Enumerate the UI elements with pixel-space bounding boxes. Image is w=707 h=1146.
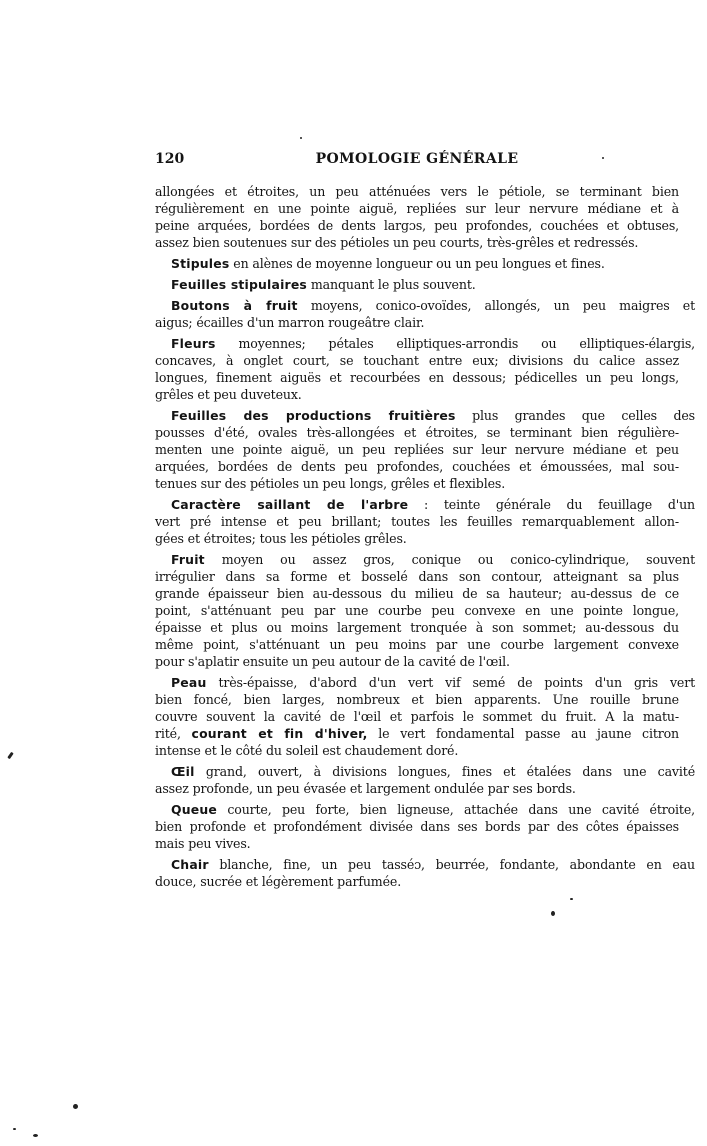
text-line — [155, 475, 679, 492]
paragraph-keyword: Queue — [171, 802, 217, 817]
scan-speck — [7, 752, 13, 759]
text-line — [155, 335, 695, 352]
line-text: courte, peu forte, bien ligneuse, attachée dans une cavité étroite, — [216, 802, 695, 817]
paragraph — [155, 551, 695, 670]
scan-speck — [570, 898, 573, 900]
line-text: très-épaisse, d'abord d'un vert vif semé de points d'un gris vert — [206, 675, 695, 690]
line-text: mais peu vives. — [155, 836, 251, 851]
text-line — [155, 200, 679, 217]
scan-speck — [13, 1128, 16, 1130]
line-text: épaisse et plus ou moins largement tronquée à son sommet; au-dessous du — [155, 620, 679, 635]
page-number: 120 — [155, 151, 185, 167]
body-text — [155, 183, 695, 890]
text-line — [155, 763, 695, 780]
line-text: menten une pointe aiguë, un peu repliées sur leur nervure médiane et peu — [155, 442, 679, 457]
paragraph — [155, 856, 695, 890]
line-text: douce, sucrée et légèrement parfumée. — [155, 874, 402, 889]
line-text: allongées et étroites, un peu atténuées vers le pétiole, se terminant bien — [155, 184, 679, 199]
scan-speck — [73, 1104, 78, 1109]
paragraph-keyword: Feuilles stipulaires — [171, 277, 308, 292]
line-text: irrégulier dans sa forme et bosselé dans son contour, atteignant sa plus — [155, 569, 679, 584]
text-line — [155, 183, 679, 200]
line-text: moyennes; pétales elliptiques-arrondis ou elliptiques-élargis, — [215, 336, 695, 351]
paragraph-keyword: Fruit — [171, 552, 205, 567]
paragraph — [155, 674, 695, 759]
line-text: aigus; écailles d'un marron rougeâtre clair. — [155, 315, 425, 330]
text-line — [155, 276, 695, 293]
text-line — [155, 818, 679, 835]
paragraph-keyword: Caractère saillant de l'arbre — [171, 497, 409, 512]
paragraph — [155, 335, 695, 403]
scan-speck — [551, 911, 555, 916]
line-text: bien profonde et profondément divisée dans ses bords par des côtes épaisses — [155, 819, 679, 834]
line-text: en alènes de moyenne longueur ou un peu longues et fines. — [229, 256, 605, 271]
paragraph — [155, 496, 695, 547]
scan-speck — [602, 157, 604, 159]
line-text: moyen ou assez gros, conique ou conico-cylindrique, souvent — [204, 552, 695, 567]
text-line — [155, 234, 679, 251]
text-line — [155, 674, 695, 691]
text-line — [155, 725, 679, 742]
inline-bold-text: courant et fin d'hiver, — [191, 726, 368, 741]
paragraph-keyword: Œil — [171, 764, 195, 779]
paragraph-keyword: Chair — [171, 857, 209, 872]
line-text: grand, ouvert, à divisions longues, fines et étalées dans une cavité — [194, 764, 695, 779]
text-line — [155, 551, 695, 568]
line-text: bien foncé, bien larges, nombreux et bien apparents. Une rouille brune — [155, 692, 679, 707]
line-text: concaves, à onglet court, se touchant entre eux; divisions du calice assez — [155, 353, 679, 368]
scan-speck — [300, 137, 302, 139]
line-text: peine arquées, bordées de dents largɔs, peu profondes, couchées et obtuses, — [155, 218, 679, 233]
line-text: régulièrement en une pointe aiguë, repliées sur leur nervure médiane et à — [155, 201, 679, 216]
line-text: même point, s'atténuant un peu moins par une courbe largement convexe — [155, 637, 679, 652]
paragraph-keyword: Fleurs — [171, 336, 216, 351]
text-line — [155, 297, 695, 314]
text-line — [155, 217, 679, 234]
text-line — [155, 458, 679, 475]
text-line — [155, 255, 695, 272]
line-text: moyens, conico-ovoïdes, allongés, un peu maigres et — [297, 298, 695, 313]
text-line — [155, 856, 695, 873]
line-text: : teinte générale du feuillage d'un — [408, 497, 695, 512]
text-line — [155, 530, 679, 547]
line-text: arquées, bordées de dents peu profondes, couchées et émoussées, mal sou- — [155, 459, 679, 474]
text-line — [155, 602, 679, 619]
text-line — [155, 619, 679, 636]
line-text: assez profonde, un peu évasée et largement ondulée par ses bords. — [155, 781, 576, 796]
paragraph-keyword: Stipules — [171, 256, 230, 271]
paragraph — [155, 407, 695, 492]
paragraph — [155, 183, 679, 251]
line-text: rité, — [155, 726, 192, 741]
text-line — [155, 424, 679, 441]
line-text: grêles et peu duveteux. — [155, 387, 302, 402]
line-text: blanche, fine, un peu tasséɔ, beurrée, fondante, abondante en eau — [208, 857, 695, 872]
text-line — [155, 873, 679, 890]
line-text: le vert fondamental passe au jaune citron — [367, 726, 680, 741]
paragraph-keyword: Peau — [171, 675, 207, 690]
line-text: plus grandes que celles des — [455, 408, 695, 423]
text-line — [155, 636, 679, 653]
text-line — [155, 568, 679, 585]
line-text: manquant le plus souvent. — [307, 277, 476, 292]
line-text: pousses d'été, ovales très-allongées et étroites, se terminant bien régulière- — [155, 425, 679, 440]
line-text: tenues sur des pétioles un peu longs, grêles et flexibles. — [155, 476, 506, 491]
text-line — [155, 780, 679, 797]
line-text: assez bien soutenues sur des pétioles un peu courts, très-grêles et redressés. — [155, 235, 639, 250]
text-line — [155, 835, 679, 852]
paragraph — [155, 297, 695, 331]
text-line — [155, 708, 679, 725]
line-text: pour s'aplatir ensuite un peu autour de la cavité de l'œil. — [155, 654, 510, 669]
running-title: POMOLOGIE GÉNÉRALE — [315, 151, 519, 167]
text-line — [155, 352, 679, 369]
paragraph — [155, 255, 679, 272]
line-text: point, s'atténuant peu par une courbe peu convexe en une pointe longue, — [155, 603, 679, 618]
paragraph-keyword: Feuilles des productions fruitières — [171, 408, 456, 423]
text-line — [155, 513, 679, 530]
paragraph — [155, 763, 695, 797]
text-line — [155, 407, 695, 424]
paragraph — [155, 801, 695, 852]
line-text: intense et le côté du soleil est chaudement doré. — [155, 743, 459, 758]
text-line — [155, 585, 679, 602]
line-text: longues, finement aiguës et recourbées en dessous; pédicelles un peu longs, — [155, 370, 679, 385]
line-text: couvre souvent la cavité de l'œil et parfois le sommet du fruit. A la matu- — [155, 709, 679, 724]
text-line — [155, 801, 695, 818]
text-line — [155, 441, 679, 458]
text-line — [155, 653, 679, 670]
text-line — [155, 386, 679, 403]
line-text: vert pré intense et peu brillant; toutes les feuilles remarquablement allon- — [155, 514, 679, 529]
text-line — [155, 369, 679, 386]
text-line — [155, 691, 679, 708]
text-line — [155, 314, 679, 331]
scan-speck — [33, 1134, 38, 1137]
paragraph — [155, 276, 679, 293]
text-line — [155, 742, 679, 759]
text-line — [155, 496, 695, 513]
paragraph-keyword: Boutons à fruit — [171, 298, 298, 313]
line-text: grande épaisseur bien au-dessous du milieu de sa hauteur; au-dessus de ce — [155, 586, 679, 601]
line-text: gées et étroites; tous les pétioles grêles. — [155, 531, 407, 546]
page-header — [155, 151, 679, 171]
